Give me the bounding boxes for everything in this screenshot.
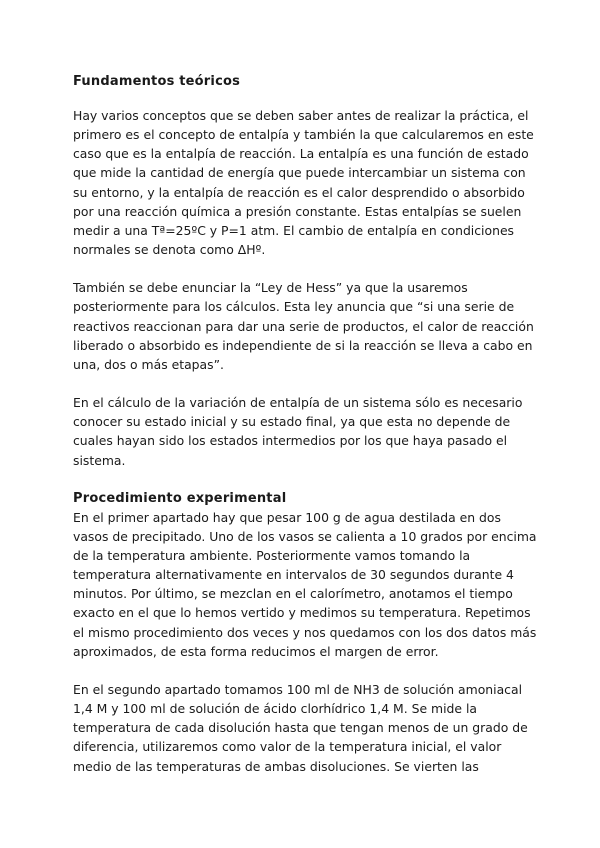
text-line: conocer su estado inicial y su estado final, ya que esta no depende de xyxy=(73,414,511,430)
paragraph-ley-de-hess xyxy=(73,278,533,374)
text-line: medir a una Tª=25ºC y P=1 atm. El cambio de entalpía en condiciones xyxy=(73,222,515,238)
text-line: 1,4 M y 100 ml de solución de ácido clorhídrico 1,4 M. Se mide la xyxy=(73,701,477,717)
text-line: que mide la cantidad de energía que puede intercambiar un sistema con xyxy=(73,165,526,181)
text-line: por una reacción química a presión constante. Estas entalpías se suelen xyxy=(73,203,522,219)
text-line: primero es el concepto de entalpía y también la que calcularemos en este xyxy=(73,127,534,143)
text-line: medio de las temperaturas de ambas disoluciones. Se vierten las xyxy=(73,758,479,774)
text-line: cuales hayan sido los estados intermedios por los que haya pasado el xyxy=(73,433,508,449)
text-line: reactivos reaccionan para dar una serie de productos, el calor de reacción xyxy=(73,318,534,334)
paragraph-segundo-apartado xyxy=(73,680,533,776)
text-line: En el primer apartado hay que pesar 100 g de agua destilada en dos xyxy=(73,509,501,525)
text-line: También se debe enunciar la “Ley de Hess” ya que la usaremos xyxy=(73,280,468,296)
text-line: de la temperatura ambiente. Posteriormente vamos tomando la xyxy=(73,547,471,563)
text-line: vasos de precipitado. Uno de los vasos se calienta a 10 grados por encima xyxy=(73,528,537,544)
text-line: diferencia, utilizaremos como valor de la temperatura inicial, el valor xyxy=(73,739,502,755)
text-line: posteriormente para los cálculos. Esta ley anuncia que “si una serie de xyxy=(73,299,515,315)
text-line: aproximados, de esta forma reducimos el margen de error. xyxy=(73,643,439,659)
paragraph-entalpia xyxy=(73,106,533,259)
section-heading-fundamentos: Fundamentos teóricos xyxy=(73,74,241,89)
text-line: minutos. Por último, se mezclan en el calorímetro, anotamos el tiempo xyxy=(73,586,513,602)
text-line: caso que es la entalpía de reacción. La entalpía es una función de estado xyxy=(73,146,529,162)
document-page xyxy=(73,72,537,776)
text-line: el mismo procedimiento dos veces y nos quedamos con los dos datos más xyxy=(73,624,537,640)
section-heading-procedimiento: Procedimiento experimental xyxy=(73,490,287,506)
text-line: temperatura de cada disolución hasta que tengan menos de un grado de xyxy=(73,720,528,736)
paragraph-variacion-entalpia xyxy=(73,393,533,470)
text-line: Hay varios conceptos que se deben saber antes de realizar la práctica, el xyxy=(73,108,529,123)
text-line: liberado o absorbido es independiente de si la reacción se lleva a cabo en xyxy=(73,337,533,353)
text-line: una, dos o más etapas”. xyxy=(73,356,224,372)
text-line: normales se denota como ΔHº. xyxy=(73,242,266,258)
paragraph-primer-apartado xyxy=(73,508,537,661)
text-line: En el cálculo de la variación de entalpía de un sistema sólo es necesario xyxy=(73,395,523,411)
text-line: su entorno, y la entalpía de reacción es el calor desprendido o absorbido xyxy=(73,184,525,200)
text-line: exacto en el que lo hemos vertido y medimos su temperatura. Repetimos xyxy=(73,605,531,621)
text-line: temperatura alternativamente en intervalos de 30 segundos durante 4 xyxy=(73,567,514,583)
text-line: En el segundo apartado tomamos 100 ml de NH3 de solución amoniacal xyxy=(73,681,523,697)
text-line: sistema. xyxy=(73,452,126,468)
